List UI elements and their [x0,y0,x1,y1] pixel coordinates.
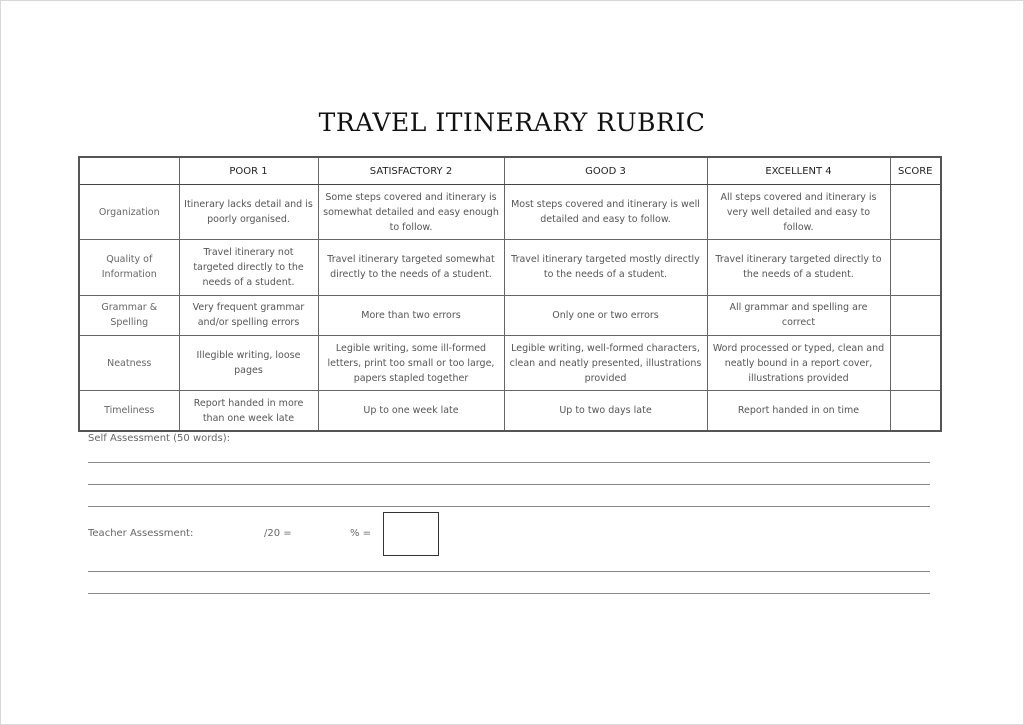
poor-cell: Travel itinerary not targeted directly to the needs of a student. [179,240,318,295]
satisfactory-cell: Travel itinerary targeted somewhat directly to the needs of a student. [318,240,504,295]
table-row [79,335,941,390]
table-row [79,240,941,295]
teacher-comment-line-1[interactable] [88,571,930,572]
page-title: TRAVEL ITINERARY RUBRIC [318,108,706,137]
poor-cell: Itinerary lacks detail and is poorly organised. [179,185,318,240]
criterion-cell: Neatness [79,335,179,390]
table-row [79,295,941,335]
good-cell: Travel itinerary targeted mostly directly to the needs of a student. [504,240,707,295]
table-row [79,391,941,431]
out-of-twenty-label: /20 = [264,528,292,539]
excellent-cell: Word processed or typed, clean and neatly bound in a report cover, illustrations provided [707,335,890,390]
criterion-cell: Timeliness [79,391,179,431]
self-assessment-line-3[interactable] [88,506,930,507]
excellent-cell: All grammar and spelling are correct [707,295,890,335]
header-score: SCORE [890,157,941,185]
percent-score-box[interactable] [383,512,439,556]
poor-cell: Report handed in more than one week late [179,391,318,431]
header-good: GOOD 3 [504,157,707,185]
rubric-table [78,156,942,432]
teacher-comment-line-2[interactable] [88,593,930,594]
good-cell: Only one or two errors [504,295,707,335]
header-satisfactory: SATISFACTORY 2 [318,157,504,185]
table-header-row [79,157,941,185]
self-assessment-line-1[interactable] [88,462,930,463]
excellent-cell: All steps covered and itinerary is very well detailed and easy to follow. [707,185,890,240]
excellent-cell: Travel itinerary targeted directly to the needs of a student. [707,240,890,295]
satisfactory-cell: Up to one week late [318,391,504,431]
poor-cell: Very frequent grammar and/or spelling errors [179,295,318,335]
good-cell: Most steps covered and itinerary is well detailed and easy to follow. [504,185,707,240]
good-cell: Legible writing, well-formed characters, clean and neatly presented, illustrations provided [504,335,707,390]
percent-label: % = [350,528,372,539]
criterion-cell: Organization [79,185,179,240]
score-cell[interactable] [890,295,941,335]
score-cell[interactable] [890,335,941,390]
excellent-cell: Report handed in on time [707,391,890,431]
criterion-cell: Quality of Information [79,240,179,295]
self-assessment-line-2[interactable] [88,484,930,485]
score-cell[interactable] [890,240,941,295]
criterion-cell: Grammar & Spelling [79,295,179,335]
satisfactory-cell: Some steps covered and itinerary is somewhat detailed and easy enough to follow. [318,185,504,240]
satisfactory-cell: Legible writing, some ill-formed letters, print too small or too large, papers stapled together [318,335,504,390]
satisfactory-cell: More than two errors [318,295,504,335]
header-excellent: EXCELLENT 4 [707,157,890,185]
teacher-assessment-label: Teacher Assessment: [88,528,194,539]
poor-cell: Illegible writing, loose pages [179,335,318,390]
good-cell: Up to two days late [504,391,707,431]
header-criterion [79,157,179,185]
score-cell[interactable] [890,391,941,431]
self-assessment-label: Self Assessment (50 words): [88,433,231,444]
score-cell[interactable] [890,185,941,240]
table-row [79,185,941,240]
header-poor: POOR 1 [179,157,318,185]
